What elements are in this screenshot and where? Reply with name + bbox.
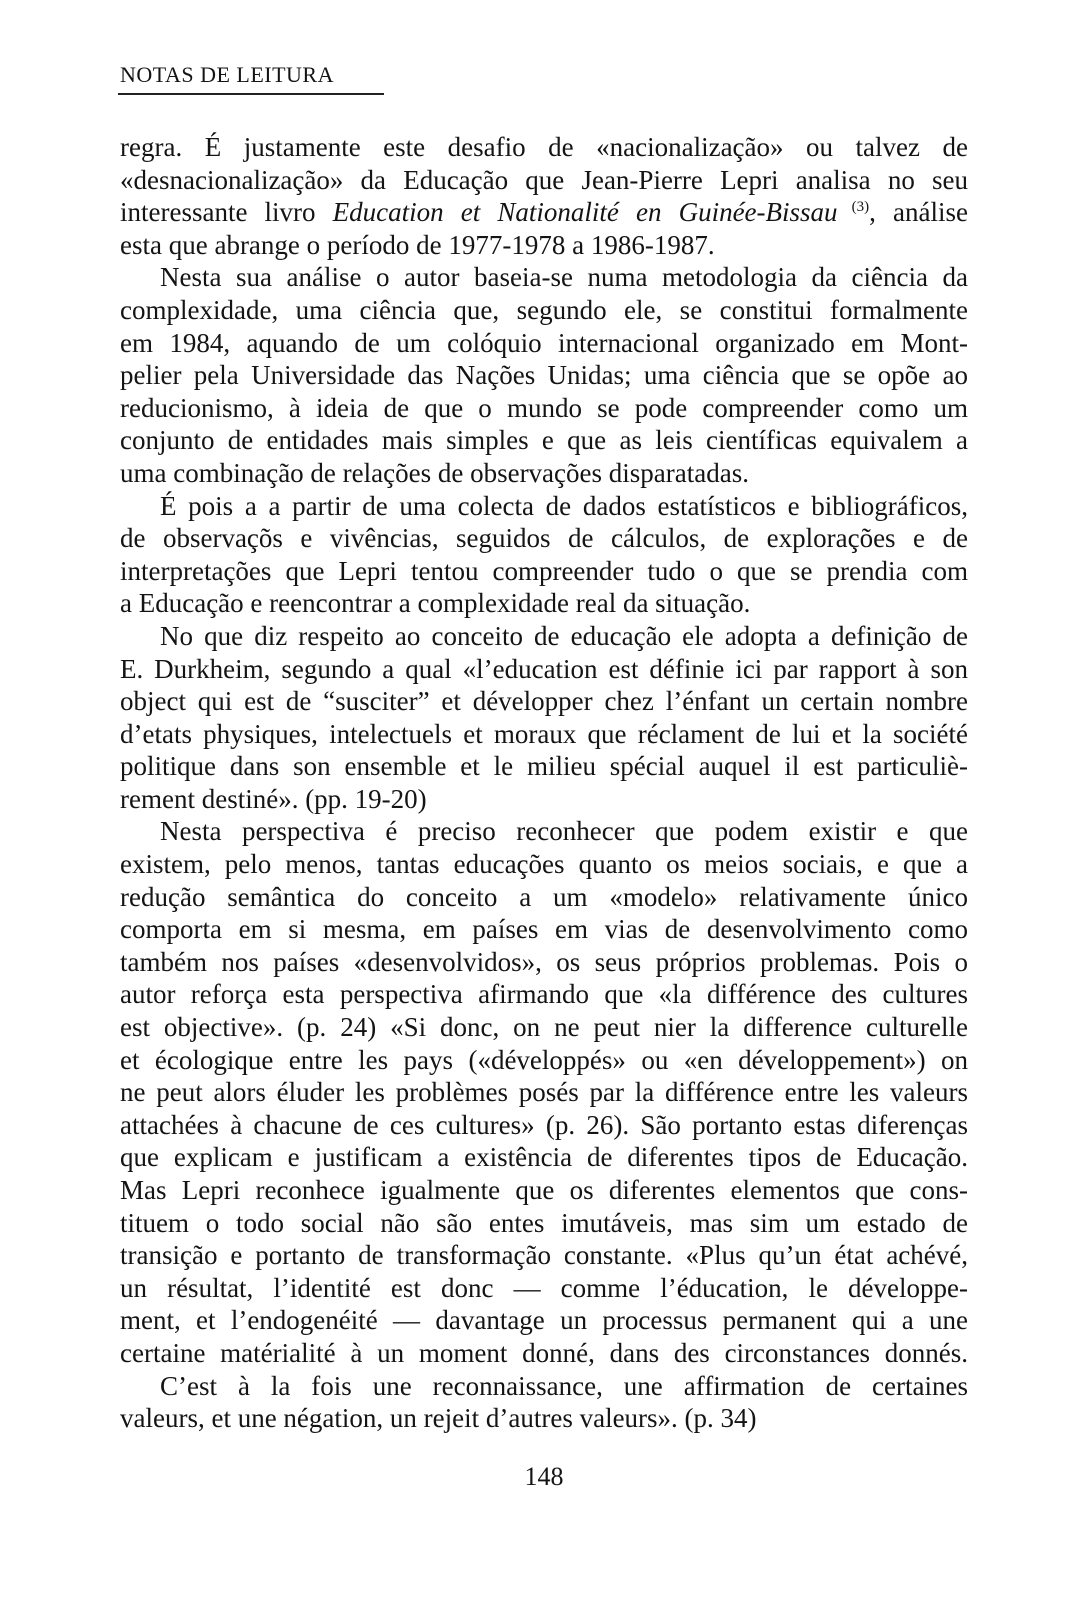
running-header: NOTAS DE LEITURA <box>120 62 334 87</box>
text-line <box>120 1044 968 1077</box>
text-line <box>120 522 968 555</box>
text-line <box>120 1011 968 1044</box>
text-line-content: que explicam e justificam a existência de diferentes tipos de Educação. <box>120 1142 968 1173</box>
text-line <box>120 946 968 979</box>
text-line <box>120 1109 968 1142</box>
text-line-content: pelier pela Universidade das Nações Unidas; uma ciência que se opõe ao <box>120 360 968 391</box>
text-line <box>120 1239 968 1272</box>
text-line <box>120 261 968 294</box>
text-line-content: regra. É justamente este desafio de «nacionalização» ou talvez de <box>120 132 968 162</box>
text-line <box>120 620 968 653</box>
text-line-content: certaine matérialité à un moment donné, dans des circonstances donnés. <box>120 1337 968 1368</box>
text-line-content: a Educação e reencontrar a complexidade real da situação. <box>120 588 751 619</box>
text-line <box>120 1304 968 1337</box>
text-line <box>120 913 968 946</box>
text-line <box>120 1207 968 1240</box>
text-line-content: de observaçõs e vivências, seguidos de cálculos, de explorações e de <box>120 523 968 554</box>
text-line <box>120 229 968 262</box>
text-line <box>120 1141 968 1174</box>
text-line-content: esta que abrange o período de 1977-1978 a 1986-1987. <box>120 229 715 260</box>
text-line <box>120 1337 968 1370</box>
text-line <box>120 457 968 490</box>
text-line <box>120 392 968 425</box>
text-line-content: comporta em si mesma, em países em vias de desenvolvimento como <box>120 914 968 945</box>
text-line <box>120 164 968 197</box>
text-line-content: E. Durkheim, segundo a qual «l’education est définie ici par rapport à son <box>120 653 968 684</box>
text-line-content: reducionismo, à ideia de que o mundo se pode compreender como um <box>120 392 968 423</box>
text-line <box>120 1402 968 1435</box>
text-line <box>120 555 968 588</box>
text-line <box>120 1370 968 1403</box>
text-line-content: existem, pelo menos, tantas educações quanto os meios sociais, e que a <box>120 849 968 880</box>
text-line <box>120 1076 968 1109</box>
text-line-content: «desnacionalização» da Educação que Jean-Pierre Lepri analisa no seu <box>120 164 968 195</box>
text-line-content: tituem o todo social não são entes imutáveis, mas sim um estado de <box>120 1207 968 1238</box>
text-line <box>120 750 968 783</box>
text-line-content: rement destiné». (pp. 19-20) <box>120 783 427 814</box>
text-line-content: object qui est de “susciter” et développer chez l’énfant un certain nombre <box>120 686 968 717</box>
text-line-content: valeurs, et une négation, un rejeit d’autres valeurs». (p. 34) <box>120 1403 757 1434</box>
text-line-content: transição e portanto de transformação constante. «Plus qu’un état achévé, <box>120 1240 968 1271</box>
text-line-content: et écologique entre les pays («développés» ou «en développement») on <box>120 1044 968 1075</box>
text-line <box>120 978 968 1011</box>
text-line <box>120 1174 968 1207</box>
text-line <box>120 490 968 523</box>
text-line-content: attachées à chacune de ces cultures» (p. 26). São portanto estas diferenças <box>120 1109 968 1140</box>
text-line-content: un résultat, l’identité est donc — comme l’éducation, le développe- <box>120 1272 968 1303</box>
text-line-content: em 1984, aquando de um colóquio internacional organizado em Mont- <box>120 327 968 358</box>
text-line-content: politique dans son ensemble et le milieu spécial auquel il est particuliè- <box>120 751 968 782</box>
text-line <box>120 815 968 848</box>
text-line <box>120 424 968 457</box>
text-span: , análise <box>869 197 968 228</box>
text-line <box>120 783 968 816</box>
text-line-content: complexidade, uma ciência que, segundo ele, se constitui formalmente <box>120 294 968 325</box>
text-line-content: Nesta perspectiva é preciso reconhecer que podem existir e que <box>160 816 968 847</box>
text-line-content: C’est à la fois une reconnaissance, une affirmation de certaines <box>160 1370 968 1401</box>
text-line <box>120 327 968 360</box>
text-line <box>120 359 968 392</box>
text-line-content: redução semântica do conceito a um «modelo» relativamente único <box>120 881 968 912</box>
text-line <box>120 881 968 914</box>
text-line <box>120 718 968 751</box>
text-line <box>120 1272 968 1305</box>
text-line-content: Nesta sua análise o autor baseia-se numa metodologia da ciência da <box>160 262 968 293</box>
text-line-content: d’etats physiques, intelectuels et moraux que réclament de lui et la société <box>120 718 968 749</box>
text-line-content: ment, et l’endogenéité — davantage un processus permanent qui a une <box>120 1305 968 1336</box>
text-line-content: uma combinação de relações de observações disparatadas. <box>120 457 749 488</box>
text-line-content: É pois a a partir de uma colecta de dados estatísticos e bibliográficos, <box>160 490 968 521</box>
footnote-ref: (3) <box>837 199 870 216</box>
header-underline <box>118 93 384 95</box>
text-line <box>120 131 968 164</box>
body-text <box>120 131 968 1435</box>
text-line-content <box>120 196 968 229</box>
text-line <box>120 685 968 718</box>
text-line-content: interpretações que Lepri tentou compreender tudo o que se prendia com <box>120 555 968 586</box>
text-line <box>120 196 968 229</box>
text-span: interessante livro <box>120 197 333 228</box>
text-line <box>120 294 968 327</box>
text-line-content: autor reforça esta perspectiva afirmando que «la différence des cultures <box>120 979 968 1010</box>
page-number: 148 <box>524 1462 564 1491</box>
text-line <box>120 587 968 620</box>
book-title: Education et Nationalité en Guinée-Bissau <box>332 197 838 228</box>
text-line <box>120 653 968 686</box>
text-line-content: Mas Lepri reconhece igualmente que os diferentes elementos que cons- <box>120 1175 968 1205</box>
text-line-content: est objective». (p. 24) «Si donc, on ne peut nier la difference culturelle <box>120 1012 968 1043</box>
text-line <box>120 848 968 881</box>
text-line-content: ne peut alors éluder les problèmes posés par la différence entre les valeurs <box>120 1077 968 1108</box>
text-line-content: também nos países «desenvolvidos», os seus próprios problemas. Pois o <box>120 946 968 977</box>
text-line-content: conjunto de entidades mais simples e que as leis científicas equivalem a <box>120 425 968 456</box>
text-line-content: No que diz respeito ao conceito de educação ele adopta a definição de <box>160 620 968 651</box>
